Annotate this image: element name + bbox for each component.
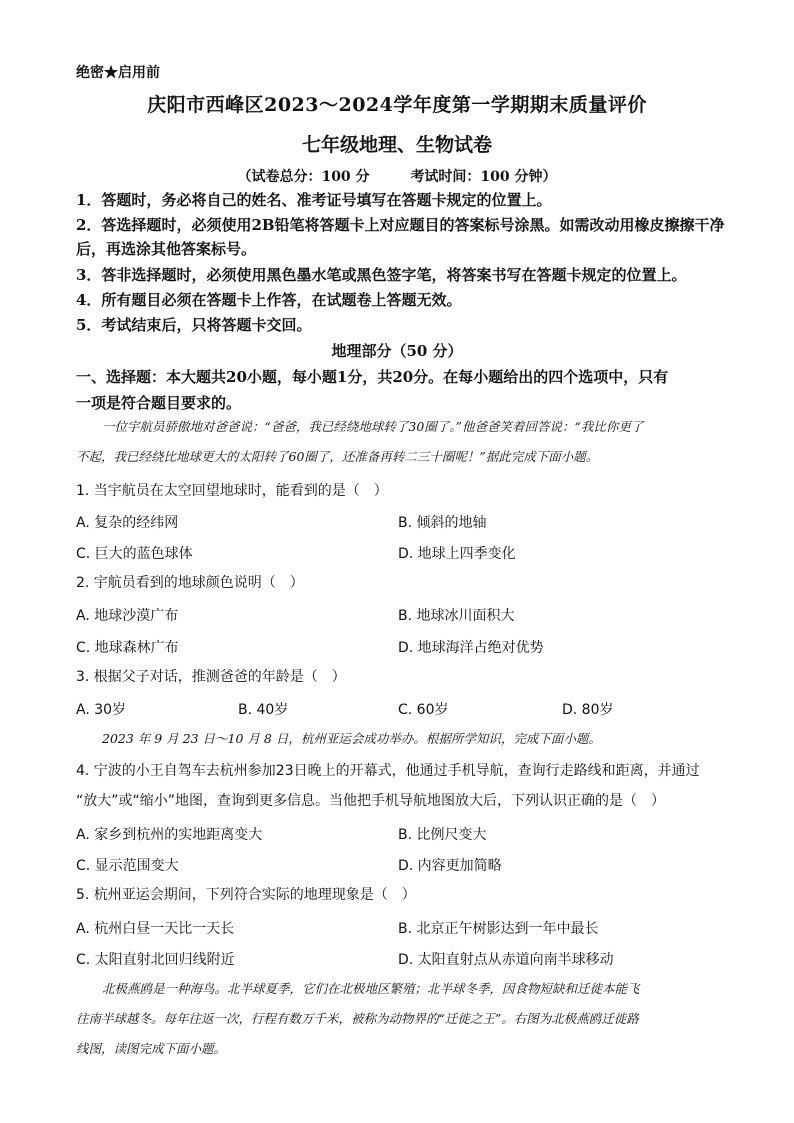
question-2-option-a: A. 地球沙漠广布 [76,608,179,624]
question-2-stem: 2. 宇航员看到的地球颜色说明（ ） [76,575,304,591]
question-4-option-a: A. 家乡到杭州的实地距离变大 [76,827,263,843]
question-5-option-d: D. 太阳直射点从赤道向南半球移动 [398,952,614,968]
question-3-option-a: A. 30岁 [76,702,127,718]
passage-astronaut [76,412,726,472]
notice-1: 1．答题时，务必将自己的姓名、准考证号填写在答题卡规定的位置上。 [76,191,552,209]
passage-arctic-tern-line3: 线图，读图完成下面小题。 [76,1041,227,1056]
section-title: 地理部分（50 分） [331,342,463,360]
question-2-option-c: C. 地球森林广布 [76,640,179,656]
question-5-option-c: C. 太阳直射北回归线附近 [76,952,235,968]
question-4-stem-line1: 4. 宁波的小王自驾车去杭州参加23日晚上的开幕式，他通过手机导航，查询行走路线和距离，并通过 [76,763,700,779]
question-2-option-d: D. 地球海洋占绝对优势 [398,640,544,656]
notice-5: 5．考试结束后，只将答题卡交回。 [76,316,312,334]
passage-asian-games-text: 2023 年 9 月 23 日～10 月 8 日，杭州亚运会成功举办。根据所学知识，完成下面小题。 [102,731,601,746]
question-4-option-b: B. 比例尺变大 [398,827,487,843]
exam-subtitle: 七年级地理、生物试卷 [301,134,492,156]
exam-meta [0,166,794,186]
question-4-option-c: C. 显示范围变大 [76,858,179,874]
question-1-option-c: C. 巨大的蓝色球体 [76,546,193,562]
question-2-option-b: B. 地球冰川面积大 [398,608,515,624]
question-1-option-a: A. 复杂的经纬网 [76,515,179,531]
question-5-option-b: B. 北京正午树影达到一年中最长 [398,921,599,937]
passage-arctic-tern-line1: 北极燕鸥是一种海鸟。北半球夏季，它们在北极地区繁殖；北半球冬季，因食物短缺和迁徙本能飞 [102,981,640,996]
exam-title: 庆阳市西峰区2023～2024学年度第一学期期末质量评价 [147,94,647,116]
question-3-option-d: D. 80岁 [562,702,614,718]
part-heading-line2: 一项是符合题目要求的。 [76,394,242,412]
confidential-mark: 绝密★启用前 [76,65,160,81]
question-3-option-c: C. 60岁 [398,702,449,718]
notice-2: 2．答选择题时，必须使用2B铅笔将答题卡上对应题目的答案标号涂黑。如需改动用橡皮擦擦干净后，再选涂其他答案标号。 [76,216,725,258]
part-heading-line1: 一、选择题：本大题共20小题，每小题1分，共20分。在每小题给出的四个选项中，只有 [76,368,669,386]
question-4-option-d: D. 内容更加简略 [398,858,502,874]
passage-arctic-tern [76,974,726,1064]
part-heading [76,364,726,416]
passage-arctic-tern-line2: 往南半球越冬。每年往返一次，行程有数万千米，被称为动物界的“迁徙之王”。右图为北极燕鸥迁徙路 [76,1011,639,1026]
question-3-option-b: B. 40岁 [238,702,289,718]
question-4-stem-line2: “放大”或“缩小”地图，查询到更多信息。当他把手机导航地图放大后，下列认识正确的是（ ） [76,793,666,809]
question-5-option-a: A. 杭州白昼一天比一天长 [76,921,235,937]
question-4-stem [76,756,726,816]
question-1-option-d: D. 地球上四季变化 [398,546,516,562]
passage-astronaut-line2: 不起，我已经绕比地球更大的太阳转了60圈了，还准备再转二三十圈呢！”据此完成下面小题。 [76,449,599,464]
question-1-stem: 1. 当宇航员在太空回望地球时，能看到的是（ ） [76,483,388,499]
passage-astronaut-line1: 一位宇航员骄傲地对爸爸说：“爸爸，我已经绕地球转了30圈了。”他爸爸笑着回答说：“我比你更了 [102,419,644,434]
question-3-stem: 3. 根据父子对话，推测爸爸的年龄是（ ） [76,669,346,685]
notice-4: 4．所有题目必须在答题卡上作答，在试题卷上答题无效。 [76,291,462,309]
total-score: （试卷总分：100 分 [237,169,370,185]
passage-asian-games [76,724,726,754]
question-1-option-b: B. 倾斜的地轴 [398,515,487,531]
exam-time: 考试时间：100 分钟） [410,169,557,185]
question-5-stem: 5. 杭州亚运会期间，下列符合实际的地理现象是（ ） [76,887,416,903]
notice-3: 3．答非选择题时，必须使用黑色墨水笔或黑色签字笔，将答案书写在答题卡规定的位置上。 [76,266,687,284]
